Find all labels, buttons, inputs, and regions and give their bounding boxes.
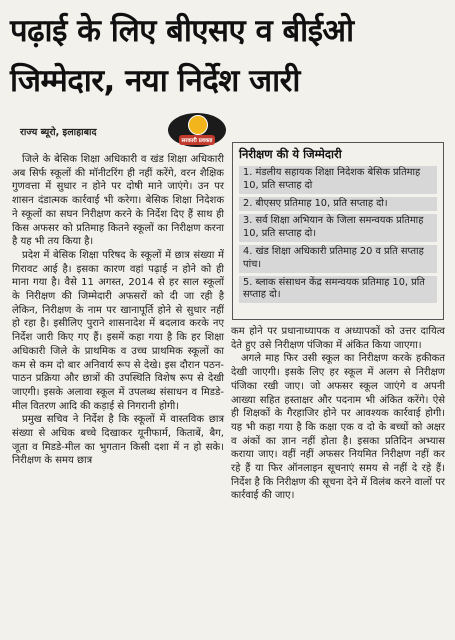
paragraph: जिले के बेसिक शिक्षा अधिकारी व खंड शिक्षा अधिकारी अब सिर्फ स्कूलों की मॉनीटरिंग ही नहीं करेंगे, वरन शैक्षिक गुणवत्ता में सुधार न होने पर दोषी माने जाएंगे। उन पर शासन दंडात्मक कार्रवाई भी करेगा। बेसिक शिक्षा निदेशक ने स्कूलों का सघन निरीक्षण करने के निर्देश दिए हैं साथ ही किस अफसर को प्रतिमाह कितने स्कूलों का निरीक्षण करना है यह भी तय किया है। [12,154,224,248]
list-item: 3. सर्व शिक्षा अभियान के जिला समन्वयक प्रतिमाह 10, प्रति सप्ताह दो। [239,214,437,242]
box-title: निरीक्षण की ये जिम्मेदारी [239,147,342,161]
responsibility-list [233,164,443,303]
paragraph: कम होने पर प्रधानाध्यापक व अध्यापकों को उत्तर दायित्व देते हुए उसे निरीक्षण पंजिका में अंकित किया जाएगा। [231,326,445,351]
paragraph: प्रदेश में बेसिक शिक्षा परिषद के स्कूलों में छात्र संख्या में गिरावट आई है। इसका कारण वहां पढ़ाई न होने को ही माना गया है। वैसे 11 अगस्त, 2014 से हर साल स्कूलों के निरीक्षण की जिम्मेदारी अफसरों को दी जा रही है लेकिन, निरीक्षण के नाम पर खानापूर्ति होने से सुधार नहीं हो रहा है। इसीलिए पुराने शासनादेश में बदलाव करके नए निर्देश जारी किए गए हैं। इसमें कहा गया है कि हर शिक्षा अधिकारी जिले के प्राथमिक व उच्च प्राथमिक स्कूलों का कम से कम दो बार अनिवार्य रूप से देखे। इस दौरान पठन-पाठन प्रक्रिया और छात्रों की उपस्थिति विशेष रूप से देखी जाएगी। इसके अलावा स्कूल में उपलब्ध संसाधन व मिडडे-मील वितरण आदि की कड़ाई से निगरानी होगी। [12,249,224,412]
list-item: 4. खंड शिक्षा अधिकारी प्रतिमाह 20 व प्रति सप्ताह पांच। [239,245,437,273]
byline: राज्य ब्यूरो, इलाहाबाद [20,127,97,138]
logo-emblem-icon [188,115,208,135]
article-column-right [231,325,445,503]
paragraph: प्रमुख सचिव ने निर्देश है कि स्कूलों में वास्तविक छात्र संख्या से अधिक बच्चे दिखाकर यूनीफार्म, किताबें, बैग, जूता व मिडडे-मील का भुगतान किसी दशा में न हो सके। निरीक्षण के समय छात्र [12,414,224,467]
headline-line-1: पढ़ाई के लिए बीएसए व बीईओ [10,13,354,49]
list-item: 2. बीएसए प्रतिमाह 10, प्रति सप्ताह दो। [239,197,437,212]
headline [10,6,450,106]
channel-logo [168,113,226,147]
logo-text: सरकारी प्रवक्ता [179,135,216,145]
headline-line-2: जिम्मेदार, नया निर्देश जारी [10,63,300,99]
responsibility-box [232,142,444,320]
paragraph: अगले माह फिर उसी स्कूल का निरीक्षण करके हकीकत देखी जाएगी। इसके लिए हर स्कूल में अलग से निरीक्षण पंजिका रखी जाए। जो अफसर स्कूल जाएंगे व अपनी आख्या सहित हस्ताक्षर और पदनाम भी अंकित करेंगे। ऐसे ही शिक्षकों के गैरहाजिर होने पर आवश्यक कार्रवाई होगी। यह भी कहा गया है कि कक्षा एक व दो के बच्चों को अक्षर व अंकों का ज्ञान नहीं होता है। इसका प्रतिदिन अभ्यास कराया जाए। वहीं नहीं अफसर नियमित निरीक्षण नहीं कर रहे हैं या फिर ऑनलाइन सूचनाएं समय से नहीं दे रहे हैं। निर्देश है कि निरीक्षण की सूचना देने में विलंब करने वालों पर कार्रवाई की जाए। [231,353,445,502]
article-column-left [12,153,224,468]
list-item: 1. मंडलीय सहायक शिक्षा निदेशक बेसिक प्रतिमाह 10, प्रति सप्ताह दो [239,166,437,194]
list-item: 5. ब्लाक संसाधन केंद्र समन्वयक प्रतिमाह 10, प्रति सप्ताह दो। [239,276,437,304]
